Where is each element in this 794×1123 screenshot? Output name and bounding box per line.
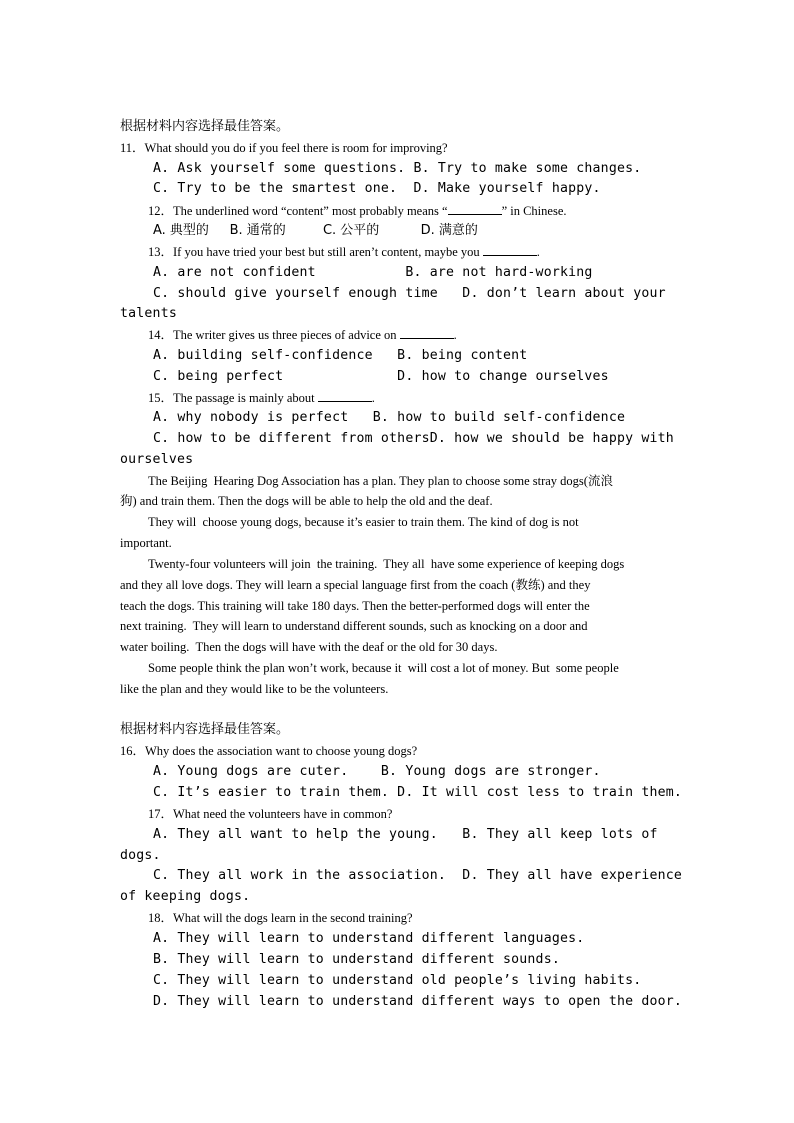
question-17-options-line2: dogs. bbox=[120, 848, 161, 863]
question-16-options-line1: A. Young dogs are cuter. B. Young dogs are stronger. bbox=[153, 764, 601, 779]
question-18-stem: 18．What will the dogs learn in the second training? bbox=[148, 911, 413, 925]
question-13-options-line1: A. are not confident B. are not hard-working bbox=[153, 265, 593, 280]
question-18-option-a: A. They will learn to understand different languages. bbox=[153, 931, 585, 946]
answer-blank bbox=[483, 245, 537, 256]
section-header: 根据材料内容选择最佳答案。 bbox=[120, 119, 290, 134]
question-18-option-d: D. They will learn to understand different ways to open the door. bbox=[153, 994, 683, 1009]
question-15-options-line1: A. why nobody is perfect B. how to build self-confidence bbox=[153, 410, 626, 425]
passage-paragraph-1-line2: 狗) and train them. Then the dogs will be able to help the old and the deaf. bbox=[120, 494, 493, 508]
question-11-stem: 11．What should you do if you feel there is room for improving? bbox=[120, 141, 448, 155]
question-17-options-line4: of keeping dogs. bbox=[120, 889, 251, 904]
passage-paragraph-1-line1: The Beijing Hearing Dog Association has a plan. They plan to choose some stray dogs(流浪 bbox=[148, 474, 613, 488]
passage-paragraph-3-line4: next training. They will learn to understand different sounds, such as knocking on a door and bbox=[120, 619, 588, 633]
question-15-options-line3: ourselves bbox=[120, 452, 194, 467]
passage-paragraph-4-line1: Some people think the plan won’t work, because it will cost a lot of money. But some people bbox=[148, 661, 619, 675]
question-13-stem: 13．If you have tried your best but still aren’t content, maybe you . bbox=[148, 245, 540, 259]
question-14-options-line2: C. being perfect D. how to change ourselves bbox=[153, 369, 609, 384]
question-14-options-line1: A. building self-confidence B. being content bbox=[153, 348, 528, 363]
passage-paragraph-2-line2: important. bbox=[120, 536, 172, 550]
question-17-options-line1: A. They all want to help the young. B. They all keep lots of bbox=[153, 827, 658, 842]
passage-paragraph-3-line5: water boiling. Then the dogs will have with the deaf or the old for 30 days. bbox=[120, 640, 498, 654]
question-11-options-line2: C. Try to be the smartest one. D. Make yourself happy. bbox=[153, 181, 601, 196]
answer-blank bbox=[400, 328, 454, 339]
question-17-options-line3: C. They all work in the association. D. They all have experience bbox=[153, 868, 683, 883]
question-13-options-line2: C. should give yourself enough time D. don’t learn about your bbox=[153, 286, 666, 301]
passage-paragraph-3-line2: and they all love dogs. They will learn a special language first from the coach (教练) and they bbox=[120, 578, 591, 592]
answer-blank bbox=[448, 204, 502, 215]
question-18-option-b: B. They will learn to understand different sounds. bbox=[153, 952, 560, 967]
question-14-stem: 14．The writer gives us three pieces of advice on . bbox=[148, 328, 457, 342]
passage-paragraph-4-line2: like the plan and they would like to be the volunteers. bbox=[120, 682, 389, 696]
answer-blank bbox=[318, 391, 372, 402]
question-16-options-line2: C. It’s easier to train them. D. It will cost less to train them. bbox=[153, 785, 683, 800]
question-18-option-c: C. They will learn to understand old people’s living habits. bbox=[153, 973, 642, 988]
passage-paragraph-2-line1: They will choose young dogs, because it’s easier to train them. The kind of dog is not bbox=[148, 515, 579, 529]
question-11-options-line1: A. Ask yourself some questions. B. Try to make some changes. bbox=[153, 161, 642, 176]
question-15-options-line2: C. how to be different from othersD. how we should be happy with bbox=[153, 431, 674, 446]
question-15-stem: 15．The passage is mainly about . bbox=[148, 391, 375, 405]
question-12-stem: 12．The underlined word “content” most probably means “ ” in Chinese. bbox=[148, 204, 567, 218]
question-12-options: A. 典型的 B. 通常的 C. 公平的 D. 满意的 bbox=[153, 223, 478, 238]
section-header: 根据材料内容选择最佳答案。 bbox=[120, 722, 290, 737]
question-17-stem: 17．What need the volunteers have in common? bbox=[148, 807, 393, 821]
passage-paragraph-3-line3: teach the dogs. This training will take 180 days. Then the better-performed dogs will enter the bbox=[120, 599, 590, 613]
passage-paragraph-3-line1: Twenty-four volunteers will join the training. They all have some experience of keeping dogs bbox=[148, 557, 625, 571]
question-13-options-line3: talents bbox=[120, 306, 177, 321]
question-16-stem: 16．Why does the association want to choose young dogs? bbox=[120, 744, 418, 758]
